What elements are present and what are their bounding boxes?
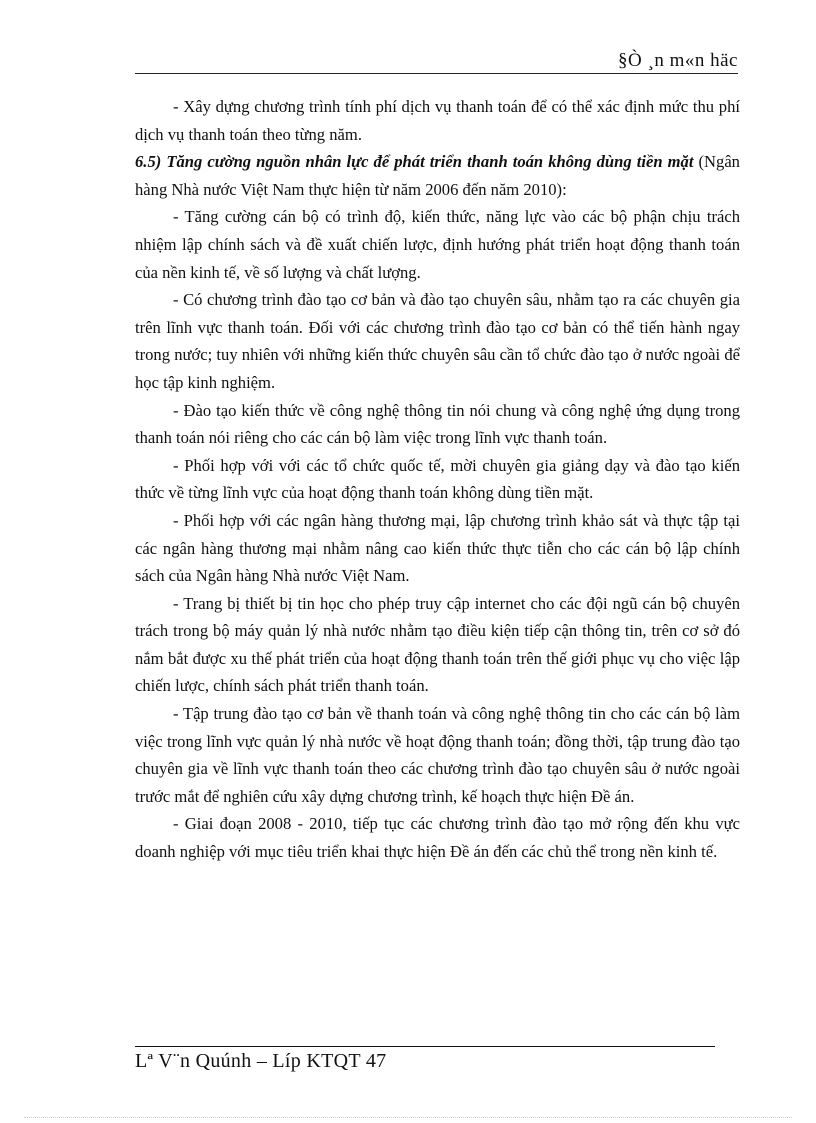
section-heading-title: 6.5) Tăng cường nguồn nhân lực để phát triển thanh toán không dùng tiền mặt xyxy=(135,152,694,172)
list-item: - Phối hợp với các ngân hàng thương mại, lập chương trình khảo sát và thực tập tại các ngân hàng thương mại nhằm nâng cao kiến thức thực tiễn cho các cán bộ lập chính sách của Ngân hàng Nhà nước Việt Nam. xyxy=(135,510,740,586)
page-bottom-border xyxy=(24,1117,792,1118)
list-item: - Giai đoạn 2008 - 2010, tiếp tục các chương trình đào tạo mở rộng đến khu vực doanh nghiệp với mục tiêu triển khai thực hiện Đề án đến các chủ thể trong nền kinh tế. xyxy=(135,814,740,862)
list-item: - Đào tạo kiến thức về công nghệ thông tin nói chung và công nghệ ứng dụng trong thanh toán nói riêng cho các cán bộ làm việc trong lĩnh vực thanh toán. xyxy=(135,400,740,448)
list-item: - Tăng cường cán bộ có trình độ, kiến thức, năng lực vào các bộ phận chịu trách nhiệm lập chính sách và đề xuất chiến lược, định hướng phát triển hoạt động thanh toán của nền kinh tế, về số lượng và chất lượng. xyxy=(135,207,740,282)
list-item: - Có chương trình đào tạo cơ bản và đào tạo chuyên sâu, nhằm tạo ra các chuyên gia trên lĩnh vực thanh toán. Đối với các chương trình đào tạo cơ bản có thể tiến hành ngay trong nước; tuy nhiên với những kiến thức chuyên sâu cần tổ chức đào tạo ở nước ngoài để học tập kinh nghiệm. xyxy=(135,290,740,392)
paragraph-fee: - Xây dựng chương trình tính phí dịch vụ thanh toán để có thể xác định mức thu phí dịch vụ thanh toán theo từng năm. xyxy=(135,97,740,144)
body-text xyxy=(135,93,740,866)
footer-rule xyxy=(135,1046,715,1047)
header-title: §Ò ¸n m«n häc xyxy=(618,50,738,71)
footer-author: Lª V¨n Quúnh – Líp KTQT 47 xyxy=(135,1050,387,1072)
section-heading xyxy=(135,148,740,203)
section-heading-note: (Ngân hàng Nhà nước Việt Nam thực hiện từ năm 2006 đến năm 2010): xyxy=(135,152,740,199)
list-item: - Trang bị thiết bị tin học cho phép truy cập internet cho các đội ngũ cán bộ chuyên trách trong bộ máy quản lý nhà nước nhằm tạo điều kiện tiếp cận thông tin, trên cơ sở đó nắm bắt được xu thế phát triển của hoạt động thanh toán trên thế giới phục vụ cho việc lập chiến lược, chính sách phát triển thanh toán. xyxy=(135,593,740,696)
list-item: - Phối hợp với với các tổ chức quốc tế, mời chuyên gia giảng dạy và đào tạo kiến thức về từng lĩnh vực của hoạt động thanh toán không dùng tiền mặt. xyxy=(135,455,740,503)
list-item: - Tập trung đào tạo cơ bản về thanh toán và công nghệ thông tin cho các cán bộ làm việc trong lĩnh vực quản lý nhà nước về hoạt động thanh toán; đồng thời, tập trung đào tạo chuyên gia về lĩnh vực thanh toán theo các chương trình đào tạo chuyên sâu ở nước ngoài trước mắt để nghiên cứu xây dựng chương trình, kế hoạch thực hiện Đề án. xyxy=(135,704,740,806)
header-rule xyxy=(135,73,738,74)
